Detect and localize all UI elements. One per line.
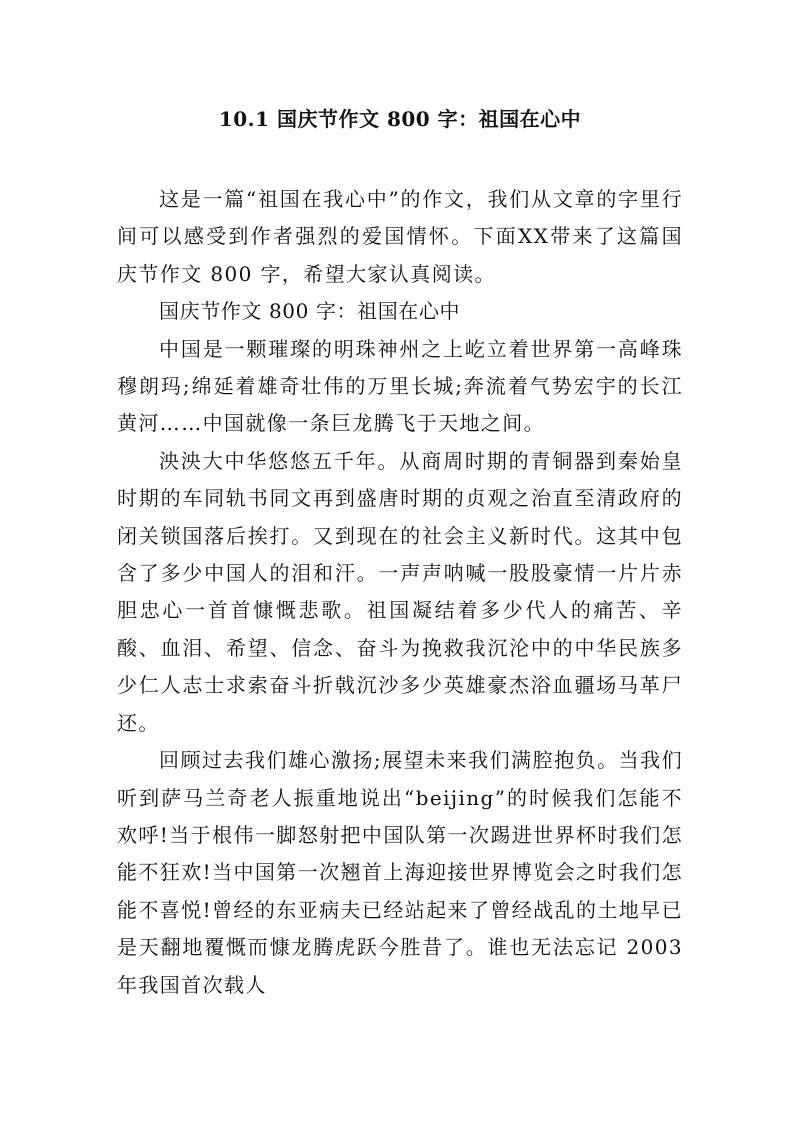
document-title: 10.1 国庆节作文 800 字：祖国在心中 bbox=[218, 107, 582, 131]
body-paragraph-2: 泱泱大中华悠悠五千年。从商周时期的青铜器到秦始皇时期的车同轨书同文再到盛唐时期的贞观之治直至清政府的闭关锁国落后挨打。又到现在的社会主义新时代。这其中包含了多少中国人的泪和汗。一声声呐喊一股股豪情一片片赤胆忠心一首首慷慨悲歌。祖国凝结着多少代人的痛苦、辛酸、血泪、希望、信念、奋斗为挽救我沉沦中的中华民族多少仁人志士求索奋斗折戟沉沙多少英雄豪杰浴血疆场马革尸还。 bbox=[117, 448, 683, 735]
body-paragraph-1: 中国是一颗璀璨的明珠神州之上屹立着世界第一高峰珠穆朗玛;绵延着雄奇壮伟的万里长城;奔流着气势宏宇的长江黄河……中国就像一条巨龙腾飞于天地之间。 bbox=[117, 336, 683, 436]
intro-paragraph: 这是一篇“祖国在我心中”的作文，我们从文章的字里行间可以感受到作者强烈的爱国情怀。下面XX带来了这篇国庆节作文 800 字，希望大家认真阅读。 bbox=[117, 187, 683, 286]
article-subheading: 国庆节作文 800 字：祖国在心中 bbox=[159, 299, 461, 324]
body-paragraph-3: 回顾过去我们雄心激扬;展望未来我们满腔抱负。当我们听到萨马兰奇老人振重地说出“beijing”的时候我们怎能不欢呼!当于根伟一脚怒射把中国队第一次踢进世界杯时我们怎能不狂欢!当中国第一次翘首上海迎接世界博览会之时我们怎能不喜悦!曾经的东亚病夫已经站起来了曾经战乱的土地早已是天翻地覆慨而慷龙腾虎跃今胜昔了。谁也无法忘记 2003 年我国首次载人 bbox=[117, 748, 683, 997]
document-body bbox=[117, 181, 683, 1004]
